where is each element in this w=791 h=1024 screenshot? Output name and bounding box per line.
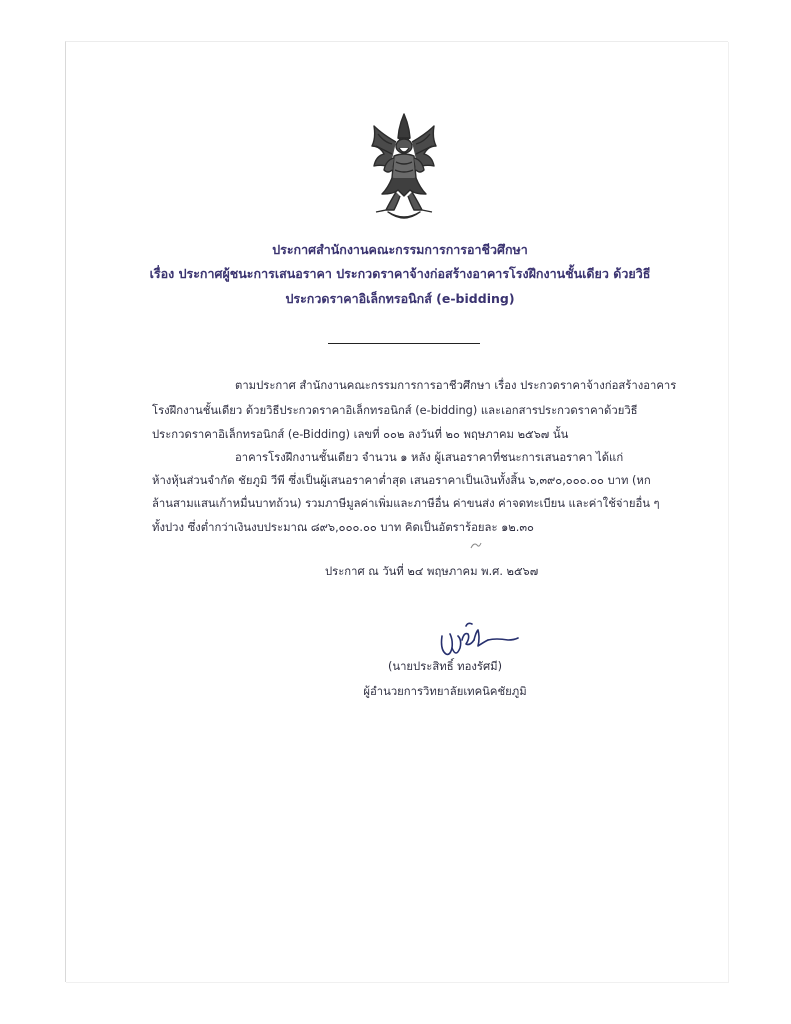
body-line-2: โรงฝึกงานชั้นเดียว ด้วยวิธีประกวดราคาอิเล็กทรอนิกส์ (e-bidding) และเอกสารประกวดราคาด้วยวิธี (152, 404, 638, 417)
body-line-1: ตามประกาศ สำนักงานคณะกรรมการการอาชีวศึกษา เรื่อง ประกวดราคาจ้างก่อสร้างอาคาร (235, 379, 677, 392)
announcement-date: ประกาศ ณ วันที่ ๒๔ พฤษภาคม พ.ศ. ๒๕๖๗ (325, 565, 539, 578)
body-line-3: ประกวดราคาอิเล็กทรอนิกส์ (e-Bidding) เลขที่ ๐๐๒ ลงวันที่ ๒๐ พฤษภาคม ๒๕๖๗ นั้น (152, 428, 569, 441)
body-line-6: ล้านสามแสนเก้าหมื่นบาทถ้วน) รวมภาษีมูลค่าเพิ่มและภาษีอื่น ค่าขนส่ง ค่าจดทะเบียน และค่าใช้จ่ายอื่น ๆ (152, 497, 660, 510)
body-line-5: ห้างหุ้นส่วนจำกัด ชัยภูมิ วีพี ซึ่งเป็นผู้เสนอราคาต่ำสุด เสนอราคาเป็นเงินทั้งสิ้น ๖,๓๙๐,๐๐๐.๐๐ บาท (หก (152, 474, 651, 487)
signatory-position: ผู้อำนวยการวิทยาลัยเทคนิคชัยภูมิ (363, 685, 527, 698)
garuda-emblem-icon (368, 112, 440, 224)
announcement-method: ประกวดราคาอิเล็กทรอนิกส์ (e-bidding) (285, 291, 515, 306)
stray-mark-icon (468, 539, 484, 553)
signatory-name: (นายประสิทธิ์ ทองรัศมี) (387, 660, 503, 673)
body-line-7: ทั้งปวง ซึ่งต่ำกว่าเงินงบประมาณ ๘๙๖,๐๐๐.๐๐ บาท คิดเป็นอัตราร้อยละ ๑๒.๓๐ (152, 521, 534, 534)
divider-line (328, 343, 480, 344)
body-line-4: อาคารโรงฝึกงานชั้นเดียว จำนวน ๑ หลัง ผู้เสนอราคาที่ชนะการเสนอราคา ได้แก่ (235, 451, 624, 464)
announcement-subject: เรื่อง ประกาศผู้ชนะการเสนอราคา ประกวดราคาจ้างก่อสร้างอาคารโรงฝึกงานชั้นเดียว ด้วยวิธี (149, 266, 651, 281)
announcement-title: ประกาศสำนักงานคณะกรรมการการอาชีวศึกษา (272, 242, 528, 257)
